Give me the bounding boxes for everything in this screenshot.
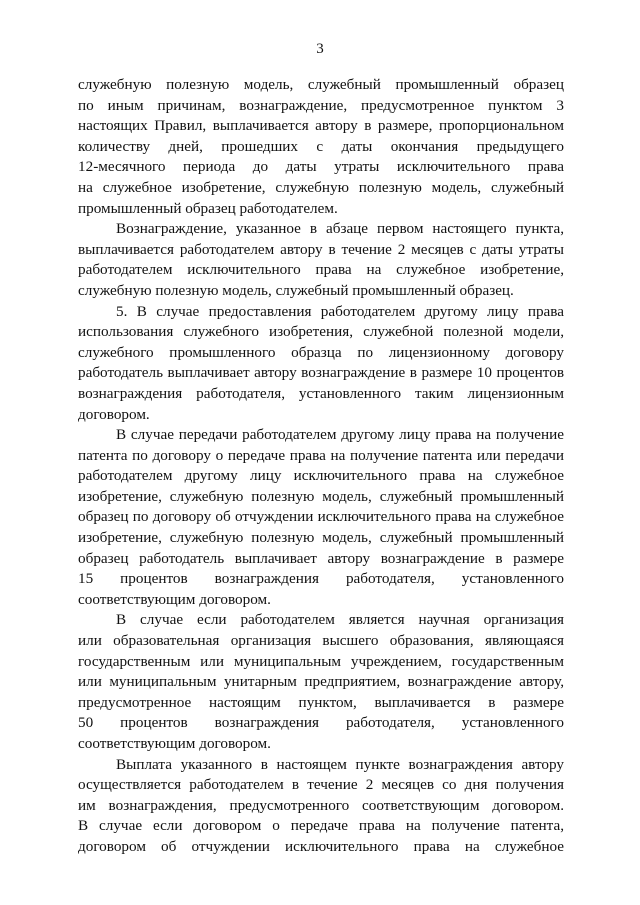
text-line: 15 процентов вознаграждения работодателя, установленного [78,570,564,588]
text-line: или муниципальным унитарным предприятием, вознаграждение автору, [78,673,564,691]
text-line: работодателем исключительного права на служебное изобретение, [78,261,564,279]
text-line: В случае если договором о передаче права на получение патента, [78,817,564,835]
text-line: 5. В случае предоставления работодателем другому лицу права [116,302,564,320]
text-line: им вознаграждения, предусмотренного соответствующим договором. [78,796,564,814]
text-line: предусмотренное настоящим пунктом, выплачивается в размере [78,693,564,711]
text-line: изобретение, служебную полезную модель, служебный промышленный [78,529,564,547]
text-line: настоящих Правил, выплачивается автору в размере, пропорциональном [78,117,564,135]
text-line: изобретение, служебную полезную модель, служебный промышленный [78,487,564,505]
text-line: служебного промышленного образца по лицензионному договору [78,343,564,361]
text-line: количеству дней, прошедших с даты окончания предыдущего [78,137,564,155]
text-line: Вознаграждение, указанное в абзаце первом настоящего пункта, [116,220,564,238]
text-line: Выплата указанного в настоящем пункте вознаграждения автору [116,755,564,773]
text-line: В случае если работодателем является научная организация [116,611,564,629]
document-body [78,75,564,858]
text-line: служебную полезную модель, служебный промышленный образец [78,76,564,93]
text-line: государственным или муниципальным учреждением, государственным [78,652,564,670]
text-line: служебную полезную модель, служебный промышленный образец. [78,281,514,299]
text-line: или образовательная организация высшего образования, являющаяся [78,632,564,650]
text-line: использования служебного изобретения, служебной полезной модели, [78,323,564,341]
text-line: договором. [78,405,150,423]
text-line: образец работодатель выплачивает автору вознаграждение в размере [78,549,564,567]
text-line: договором об отчуждении исключительного права на служебное [78,837,564,855]
text-line: 12-месячного периода до даты утраты исключительного права [78,158,564,176]
text-line: патента по договору о передаче права на получение патента или передачи [78,446,564,464]
text-line: соответствующим договором. [78,590,271,608]
text-line: образец по договору об отчуждении исключительного права на служебное [78,508,564,526]
text-line: на служебное изобретение, служебную полезную модель, служебный [78,178,564,196]
text-line: осуществляется работодателем в течение 2 месяцев со дня получения [78,776,564,794]
text-line: В случае передачи работодателем другому лицу права на получение [116,426,564,444]
page-number: 3 [316,41,324,57]
text-line: вознаграждения работодателя, установленного таким лицензионным [78,384,564,402]
text-line: соответствующим договором. [78,735,271,752]
text-line: работодатель выплачивает автору вознаграждение в размере 10 процентов [78,364,564,382]
text-line: выплачивается работодателем автору в течение 2 месяцев с даты утраты [78,240,564,258]
text-line: по иным причинам, вознаграждение, предусмотренное пунктом 3 [78,96,564,114]
text-line: 50 процентов вознаграждения работодателя, установленного [78,714,564,732]
text-line: промышленный образец работодателем. [78,199,338,217]
text-line: работодателем другому лицу исключительного права на служебное [78,467,564,485]
